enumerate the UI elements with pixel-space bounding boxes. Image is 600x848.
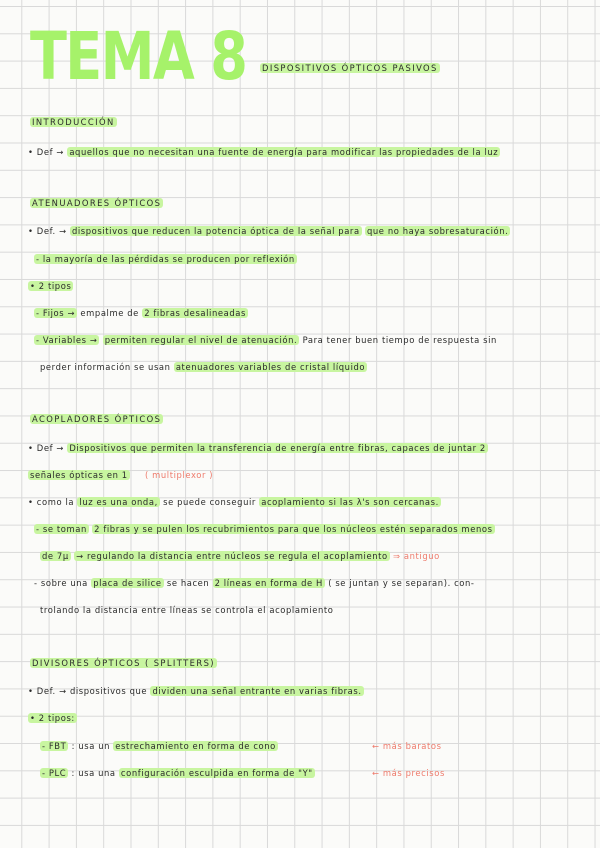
heading-text: ATENUADORES ÓPTICOS [32, 198, 162, 208]
onda-highlight: luz es una onda, [79, 497, 158, 507]
plc-highlight: configuración esculpida en forma de "Y" [120, 768, 313, 778]
section-heading-introduccion [30, 117, 117, 127]
toman-label: - se toman [36, 524, 87, 534]
acopladores-definition-cont [28, 470, 213, 480]
antiguo-note: ⇒ antiguo [393, 551, 440, 561]
heading-text: DIVISORES ÓPTICOS ( SPLITTERS) [32, 658, 215, 668]
placa-text-2: se hacen [166, 578, 210, 588]
fijos-highlight: 2 fibras desalineadas [144, 308, 246, 318]
def-text-cont: que no haya sobresaturación. [366, 226, 509, 236]
fbt-highlight: estrechamiento en forma de cono [115, 741, 276, 751]
perder-text: perder información se usan [40, 362, 171, 372]
toman-text: 2 fibras y se pulen los recubrimientos para que los núcleos estén separados menos [94, 524, 493, 534]
atenuadores-loss-note [34, 254, 297, 264]
atenuadores-tipos [28, 281, 73, 291]
onda-text: • como la [28, 497, 75, 507]
placa-text: - sobre una [34, 578, 88, 588]
fbt-note: ← más baratos [372, 741, 442, 751]
def-prefix: • Def → [28, 147, 65, 157]
plc-label: - PLC [42, 768, 67, 778]
divisores-definition [28, 686, 364, 696]
atenuadores-definition [28, 226, 510, 236]
heading-text: INTRODUCCIÓN [32, 117, 115, 127]
page-subtitle [260, 63, 440, 73]
placa-highlight: placa de silice [93, 578, 162, 588]
atenuadores-liquid-crystal [40, 362, 367, 372]
variables-label: - Variables → [36, 335, 98, 345]
heading-text: ACOPLADORES ÓPTICOS [32, 414, 162, 424]
fijos-text: empalme de [80, 308, 139, 318]
subtitle-text: DISPOSITIVOS ÓPTICOS PASIVOS [262, 63, 438, 73]
plc-text: : usa una [71, 768, 116, 778]
fbt-label: - FBT [42, 741, 67, 751]
de-label: de 7μ [42, 551, 69, 561]
def-text-cont: señales ópticas en 1 [30, 470, 128, 480]
atenuadores-fijos [34, 308, 248, 318]
def-text: Dispositivos que permiten la transferencia de energía entre fibras, capaces de juntar 2 [69, 443, 486, 453]
onda-text-2: se puede conseguir [163, 497, 256, 507]
placa-text-3: ( se juntan y se separan). con- [328, 578, 475, 588]
section-heading-acopladores [30, 414, 163, 424]
divisores-tipos [28, 713, 77, 723]
control-text: trolando la distancia entre líneas se controla el acoplamiento [40, 605, 334, 615]
def-text: dispositivos que [69, 686, 148, 696]
acopladores-onda [28, 497, 441, 507]
multiplexor-note: ( multiplexor ) [145, 470, 214, 480]
loss-text: - la mayoría de las pérdidas se producen por reflexión [36, 254, 295, 264]
plc-note: ← más precisos [372, 768, 445, 778]
section-heading-divisores [30, 658, 217, 668]
perder-highlight: atenuadores variables de cristal líquido [175, 362, 366, 372]
de-text: → regulando la distancia entre núcleos se regula el acoplamiento [76, 551, 388, 561]
divisores-plc [40, 768, 315, 778]
tipos-text: • 2 tipos: [30, 713, 75, 723]
variables-text: permiten regular el nivel de atenuación. [104, 335, 298, 345]
acopladores-toman [34, 524, 495, 534]
acopladores-control [40, 605, 334, 615]
variables-text-cont: Para tener buen tiempo de respuesta sin [302, 335, 497, 345]
def-prefix: • Def. → [28, 686, 67, 696]
acopladores-placa [34, 578, 475, 588]
def-prefix: • Def. → [28, 226, 67, 236]
fbt-text: : usa un [71, 741, 111, 751]
def-prefix: • Def → [28, 443, 65, 453]
onda-highlight-2: acoplamiento si las λ's son cercanas. [261, 497, 439, 507]
atenuadores-variables [34, 335, 497, 345]
page-title: TEMA 8 [30, 18, 247, 95]
placa-highlight-2: 2 líneas en forma de H [214, 578, 323, 588]
acopladores-definition [28, 443, 488, 453]
def-text: aquellos que no necesitan una fuente de energía para modificar las propiedades de la luz [69, 147, 499, 157]
acopladores-distancia [40, 551, 440, 561]
fijos-label: - Fijos → [36, 308, 76, 318]
def-highlight: dividen una señal entrante en varias fibras. [152, 686, 362, 696]
intro-definition [28, 147, 500, 157]
def-text: dispositivos que reducen la potencia óptica de la señal para [71, 226, 360, 236]
tipos-text: • 2 tipos [30, 281, 72, 291]
section-heading-atenuadores [30, 198, 163, 208]
divisores-fbt [40, 741, 278, 751]
